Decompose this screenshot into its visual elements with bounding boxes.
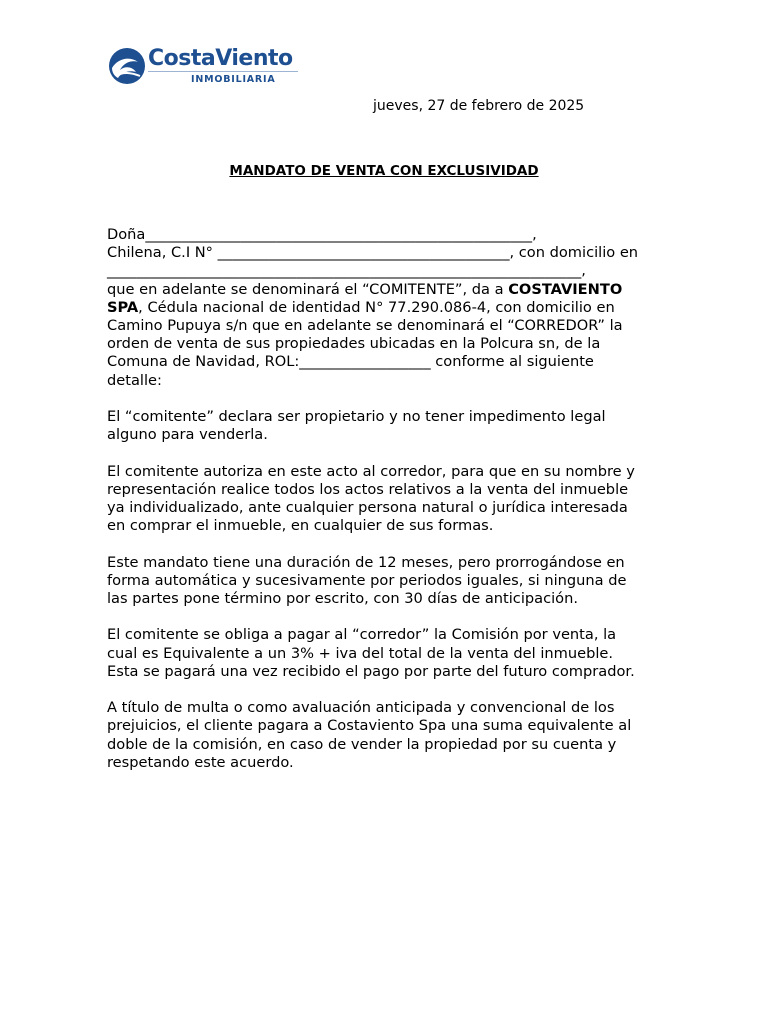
- document-body: [107, 226, 667, 790]
- wave-icon: [108, 46, 146, 86]
- text-segment: , Cédula nacional de identidad N° 77.290.086-4, con domicilio en: [138, 298, 615, 316]
- logo-name: CostaViento: [148, 46, 293, 71]
- text-line: alguno para venderla.: [107, 426, 268, 444]
- text-line: prejuicios, el cliente pagara a Costaviento Spa una suma equivalente al: [107, 717, 632, 735]
- paragraph-ownership: [107, 408, 667, 444]
- text-line: orden de venta de sus propiedades ubicadas en la Polcura sn, de la: [107, 335, 601, 353]
- company-type-bold: SPA: [107, 298, 139, 316]
- document-date: jueves, 27 de febrero de 2025: [373, 98, 585, 114]
- text-line: Chilena, C.I N° ________________________________________, con domicilio en: [107, 244, 639, 262]
- text-segment: que en adelante se denominará el “COMITENTE”, da a: [107, 280, 509, 298]
- text-line: Esta se pagará una vez recibido el pago por parte del futuro comprador.: [107, 662, 635, 680]
- text-line: A título de multa o como avaluación anticipada y convencional de los: [107, 699, 615, 717]
- company-logo: [108, 44, 298, 90]
- text-line: detalle:: [107, 371, 162, 389]
- text-line: en comprar el inmueble, en cualquier de sus formas.: [107, 517, 494, 535]
- text-line: Doña_____________________________________________________,: [107, 226, 537, 243]
- text-line: El comitente autoriza en este acto al corredor, para que en su nombre y: [107, 462, 635, 480]
- text-line: [107, 281, 667, 299]
- text-line: El “comitente” declara ser propietario y no tener impedimento legal: [107, 408, 606, 426]
- text-line: doble de la comisión, en caso de vender la propiedad por su cuenta y: [107, 735, 617, 753]
- paragraph-authorization: [107, 463, 667, 536]
- logo-subtitle: INMOBILIARIA: [191, 74, 276, 85]
- text-line: El comitente se obliga a pagar al “corredor” la Comisión por venta, la: [107, 626, 617, 644]
- paragraph-penalty: [107, 699, 667, 772]
- company-name-bold: COSTAVIENTO: [508, 280, 623, 298]
- text-line: _________________________________________________________________,: [107, 262, 586, 280]
- text-line: representación realice todos los actos relativos a la venta del inmueble: [107, 480, 629, 498]
- text-line: las partes pone término por escrito, con 30 días de anticipación.: [107, 590, 578, 608]
- paragraph-duration: [107, 554, 667, 609]
- text-line: ya individualizado, ante cualquier persona natural o jurídica interesada: [107, 499, 628, 517]
- text-line: forma automática y sucesivamente por periodos iguales, si ninguna de: [107, 571, 627, 589]
- text-line: Comuna de Navidad, ROL:__________________ conforme al siguiente: [107, 353, 594, 371]
- text-line: Camino Pupuya s/n que en adelante se denominará el “CORREDOR” la: [107, 317, 623, 335]
- paragraph-commission: [107, 626, 667, 681]
- text-line: respetando este acuerdo.: [107, 753, 294, 771]
- logo-divider: [148, 71, 298, 72]
- text-line: Este mandato tiene una duración de 12 meses, pero prorrogándose en: [107, 553, 625, 571]
- document-title: MANDATO DE VENTA CON EXCLUSIVIDAD: [229, 163, 539, 179]
- text-line: cual es Equivalente a un 3% + iva del total de la venta del inmueble.: [107, 644, 614, 662]
- text-line: [107, 299, 667, 317]
- paragraph-intro: [107, 226, 667, 390]
